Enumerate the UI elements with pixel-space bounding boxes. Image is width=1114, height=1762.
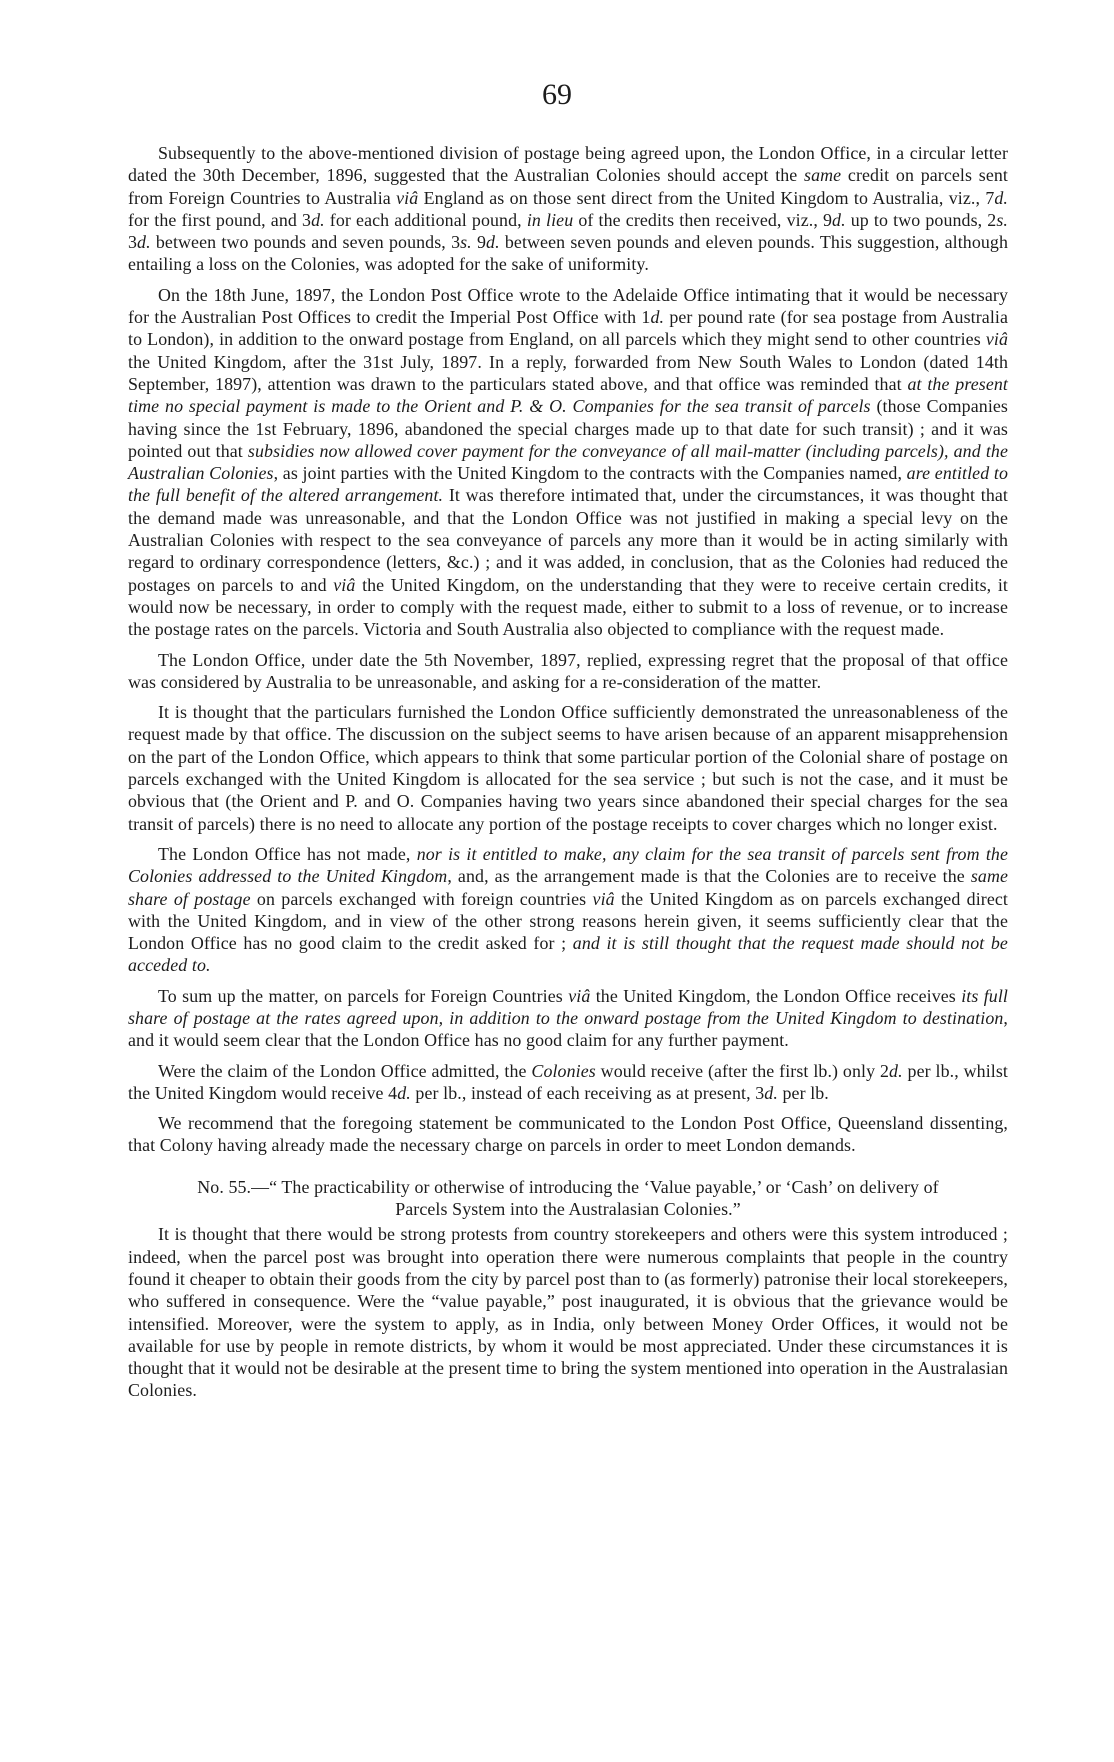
- paragraph-5: [128, 843, 1008, 977]
- italic-run: viâ: [985, 329, 1008, 350]
- text-run: the United Kingdom, after the 31st July, 1897. In a reply, forwarded from New South Wales to London (dated 14th September, 1897), attention was drawn to the particulars stated above, and that office was reminded that: [128, 351, 1008, 394]
- text-run: It was therefore intimated that, under the circumstances, it was thought that the demand made was unreasonable, and that the London Office was not justified in making a special levy on the Australian Colonies with respect to the sea conveyance of parcels any more than it would be in acting similarly with regard to ordinary correspondence (letters, &c.) ; and it was added, in conclusion, that as the Colonies had reduced the postages on parcels to and: [128, 485, 1008, 595]
- text-run: per lb., whilst the United Kingdom would receive 4: [128, 1060, 1008, 1103]
- italic-run: same share of postage: [128, 866, 1009, 909]
- body-text: [128, 142, 1008, 1410]
- text-run: the United Kingdom, on the understanding that they were to receive certain credits, it would now be necessary, in order to comply with the request made, either to submit to a loss of revenue, or to increase the postage rates on the parcels. Victoria and South Australia also objected to compliance with the request made.: [128, 574, 1008, 640]
- text-run: between seven pounds and eleven pounds. This suggestion, although entailing a loss on the Colonies, was adopted for the sake of uniformity.: [128, 232, 1009, 275]
- page-number: 69: [542, 78, 572, 111]
- italic-run: its full share of postage at the rates agreed upon, in addition to the onward postage from the United Kingdom to destination: [128, 985, 1008, 1028]
- text-run: up to two pounds, 2: [845, 209, 997, 230]
- text-run: on parcels exchanged with foreign countries: [250, 888, 593, 909]
- text-run: would receive (after the first lb.) only 2: [595, 1060, 890, 1081]
- italic-run: at the present time no special payment is made to the Orient and P. & O. Companies for the sea transit of parcels: [128, 373, 1009, 417]
- paragraph-1: [128, 142, 1008, 276]
- italic-run: d.: [311, 209, 325, 230]
- italic-run: d.: [889, 1060, 903, 1081]
- text-run: The London Office has not made,: [158, 843, 417, 864]
- paragraph-9: It is thought that there would be strong protests from country storekeepers and others were this system introduced ; indeed, when the parcel post was brought into operation there were numerous complaints that people in the country found it cheaper to obtain their goods from the city by parcel post than to (as formerly) patronise their local storekeepers, who suffered in consequence. Were the “value payable,” post inaugurated, it is obvious that the grievance would be intensified. Moreover, were the system to apply, as in India, only between Money Order Offices, it would not be available for use by people in remote districts, by whom it would be most appreciated. Under these circumstances it is thought that it would not be desirable at the present time to bring the system mentioned into operation in the Australasian Colonies.: [128, 1224, 1008, 1401]
- paragraph-7: [128, 1060, 1008, 1105]
- italic-run: d.: [486, 232, 500, 253]
- italic-run: and it is still thought that the request made should not be acceded to.: [128, 933, 1008, 976]
- italic-run: are entitled to the full benefit of the altered arrangement.: [128, 463, 1008, 506]
- italic-run: subsidies now allowed cover payment for the conveyance of all mail-matter (including parcels), and the Australian Colonies: [128, 440, 1008, 484]
- text-run: , as joint parties with the United Kingdom to the contracts with the Companies named,: [273, 463, 907, 484]
- text-run: for each additional pound,: [324, 209, 527, 230]
- text-run: the United Kingdom, the London Office receives: [590, 985, 962, 1006]
- text-run: 3: [128, 232, 138, 253]
- italic-run: in lieu: [526, 209, 574, 230]
- text-run: per lb., instead of each receiving as at present, 3: [410, 1082, 765, 1103]
- italic-run: nor is it entitled to make, any claim for the sea transit of parcels sent from the Colonies addressed to the United Kingdom: [128, 843, 1008, 887]
- text-run: of the credits then received, viz., 9: [573, 209, 833, 230]
- text-run: (those Companies having since the 1st February, 1896, abandoned the special charges made up to that date for such transit) ; and it was pointed out that: [128, 396, 1008, 461]
- text-run: per pound rate (for sea postage from Australia to London), in addition to the onward postage from England, on all parcels which they might send to other countries: [128, 307, 1008, 350]
- paragraph-6: [128, 985, 1008, 1052]
- text-run: per lb.: [777, 1082, 829, 1103]
- italic-run: d.: [994, 187, 1008, 208]
- text-run: England as on those sent direct from the United Kingdom to Australia, viz., 7: [418, 187, 995, 208]
- text-run: , and, as the arrangement made is that the Colonies are to receive the: [447, 866, 971, 887]
- text-run: Were the claim of the London Office admitted, the: [158, 1060, 532, 1081]
- italic-run: d.: [137, 232, 151, 253]
- italic-run: viâ: [568, 985, 591, 1006]
- text-run: credit on parcels sent from Foreign Countries to Australia: [128, 165, 1008, 208]
- paragraph-4: It is thought that the particulars furnished the London Office sufficiently demonstrated the unreasonableness of the request made by that office. The discussion on the subject seems to have arisen because of an apparent misapprehension on the part of the London Office, which appears to think that some particular portion of the Colonial share of postage on parcels exchanged with the United Kingdom is allocated for the sea service ; but such is not the case, and it must be obvious that (the Orient and P. and O. Companies having two years since abandoned their special charges for the sea transit of parcels) there is no need to allocate any portion of the postage receipts to cover charges which no longer exist.: [128, 702, 1008, 834]
- paragraph-8: We recommend that the foregoing statement be communicated to the London Post Office, Queensland dissenting, that Colony having already made the necessary charge on parcels in order to meet London demands.: [128, 1113, 1008, 1156]
- italic-run: d.: [397, 1082, 411, 1103]
- text-run: 9: [471, 232, 487, 253]
- italic-run: viâ: [592, 888, 615, 909]
- paragraph-2: [128, 284, 1008, 641]
- italic-run: d.: [764, 1082, 778, 1103]
- italic-run: s.: [460, 232, 472, 253]
- text-run: for the first pound, and 3: [128, 209, 312, 230]
- italic-run: s.: [996, 209, 1008, 230]
- italic-run: Colonies: [531, 1060, 596, 1081]
- section-heading: No. 55.—“ The practicability or otherwise of introducing the ‘Value payable,’ or ‘Cash’ on delivery of Parcels System into the Australasian Colonies.”: [197, 1176, 939, 1220]
- italic-run: same: [804, 165, 842, 186]
- text-run: between two pounds and seven pounds, 3: [150, 232, 461, 253]
- italic-run: viâ: [333, 574, 356, 595]
- text-run: To sum up the matter, on parcels for Foreign Countries: [158, 985, 569, 1006]
- text-run: the United Kingdom as on parcels exchanged direct with the United Kingdom, and in view of the other strong reasons herein given, it seems sufficiently clear that the London Office has no good claim to the credit asked for ;: [128, 888, 1008, 954]
- italic-run: d.: [650, 307, 665, 328]
- paragraph-3: The London Office, under date the 5th November, 1897, replied, expressing regret that the proposal of that office was considered by Australia to be unreasonable, and asking for a re-consideration of the matter.: [128, 649, 1008, 692]
- text-run: On the 18th June, 1897, the London Post Office wrote to the Adelaide Office intimating that it would be necessary for the Australian Post Offices to credit the Imperial Post Office with 1: [128, 284, 1008, 328]
- italic-run: viâ: [396, 187, 419, 208]
- text-run: , and it would seem clear that the London Office has no good claim for any further payment.: [128, 1007, 1008, 1051]
- text-run: Subsequently to the above-mentioned division of postage being agreed upon, the London Office, in a circular letter dated the 30th December, 1896, suggested that the Australian Colonies should accept the: [128, 143, 1008, 186]
- italic-run: d.: [832, 209, 846, 230]
